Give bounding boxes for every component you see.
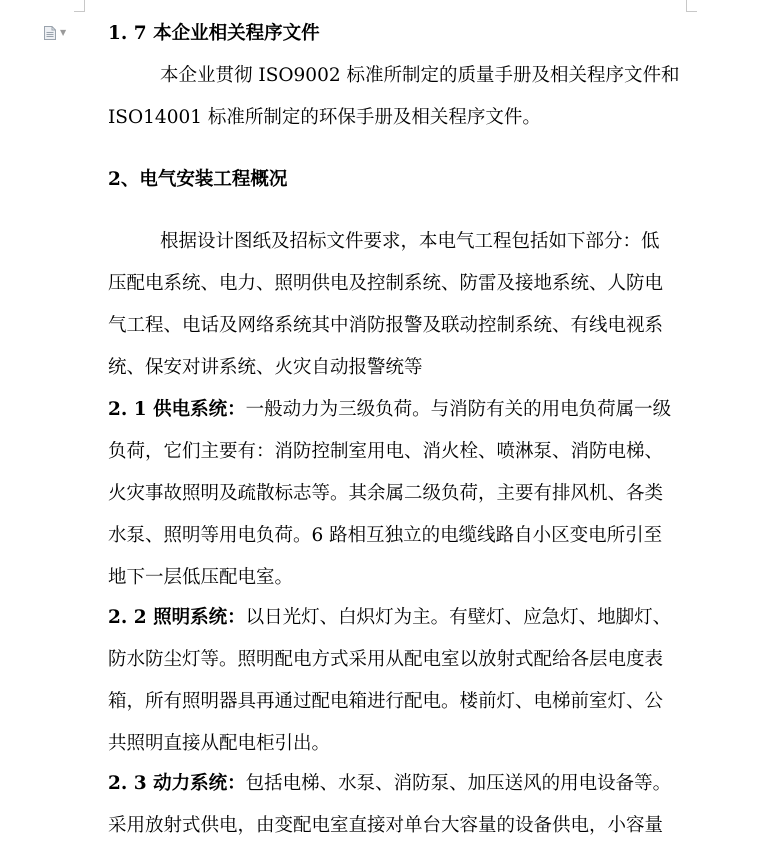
document-icon[interactable] — [44, 26, 56, 40]
subsection-text: 包括电梯、水泵、消防泵、加压送风的用电设备等。 — [245, 773, 672, 794]
paragraph-line: 压配电系统、电力、照明供电及控制系统、防雷及接地系统、人防电 — [108, 273, 664, 294]
subsection-label: 2. 1 供电系统： — [108, 399, 246, 420]
paragraph-line: 气工程、电话及网络系统其中消防报警及联动控制系统、有线电视系 — [108, 315, 664, 336]
paragraph-line: 负荷，它们主要有：消防控制室用电、消火栓、喷淋泵、消防电梯、 — [108, 441, 664, 462]
subsection-2-2-first-line — [108, 606, 671, 630]
paragraph-line: 共照明直接从配电柜引出。 — [108, 733, 331, 754]
paragraph-line: 箱，所有照明器具再通过配电箱进行配电。楼前灯、电梯前室灯、公 — [108, 691, 664, 712]
paragraph-line: 统、保安对讲系统、火灾自动报警统等 — [108, 357, 423, 378]
subsection-label: 2. 3 动力系统： — [108, 773, 246, 794]
paragraph-line: 采用放射式供电，由变配电室直接对单台大容量的设备供电，小容量 — [108, 815, 664, 836]
crop-mark-left-vertical — [84, 0, 85, 11]
paragraph-line: 火灾事故照明及疏散标志等。其余属二级负荷，主要有排风机、各类 — [108, 483, 664, 504]
chevron-down-icon[interactable]: ▼ — [60, 28, 67, 37]
subsection-label: 2. 2 照明系统： — [108, 607, 246, 628]
subsection-2-3-first-line — [108, 772, 671, 796]
section-heading-1-7: 1. 7 本企业相关程序文件 — [108, 23, 320, 44]
subsection-2-1-first-line — [108, 398, 671, 422]
paragraph-line: 根据设计图纸及招标文件要求，本电气工程包括如下部分：低 — [160, 231, 660, 252]
subsection-text: 以日光灯、白炽灯为主。有壁灯、应急灯、地脚灯、 — [245, 607, 672, 628]
subsection-text: 一般动力为三级负荷。与消防有关的用电负荷属一级 — [245, 399, 672, 420]
crop-mark-right-vertical — [686, 0, 687, 11]
paragraph-line: 本企业贯彻 ISO9002 标准所制定的质量手册及相关程序文件和 — [160, 65, 680, 86]
paragraph-line: 地下一层低压配电室。 — [108, 567, 294, 588]
paragraph-line: 防水防尘灯等。照明配电方式采用从配电室以放射式配给各层电度表 — [108, 649, 664, 670]
crop-mark-left-horizontal — [74, 11, 85, 12]
paragraph-line: 水泵、照明等用电负荷。6 路相互独立的电缆线路自小区变电所引至 — [108, 525, 663, 546]
section-heading-2: 2、电气安装工程概况 — [108, 169, 288, 190]
paragraph-line: ISO14001 标准所制定的环保手册及相关程序文件。 — [108, 107, 541, 128]
crop-mark-right-horizontal — [686, 11, 697, 12]
